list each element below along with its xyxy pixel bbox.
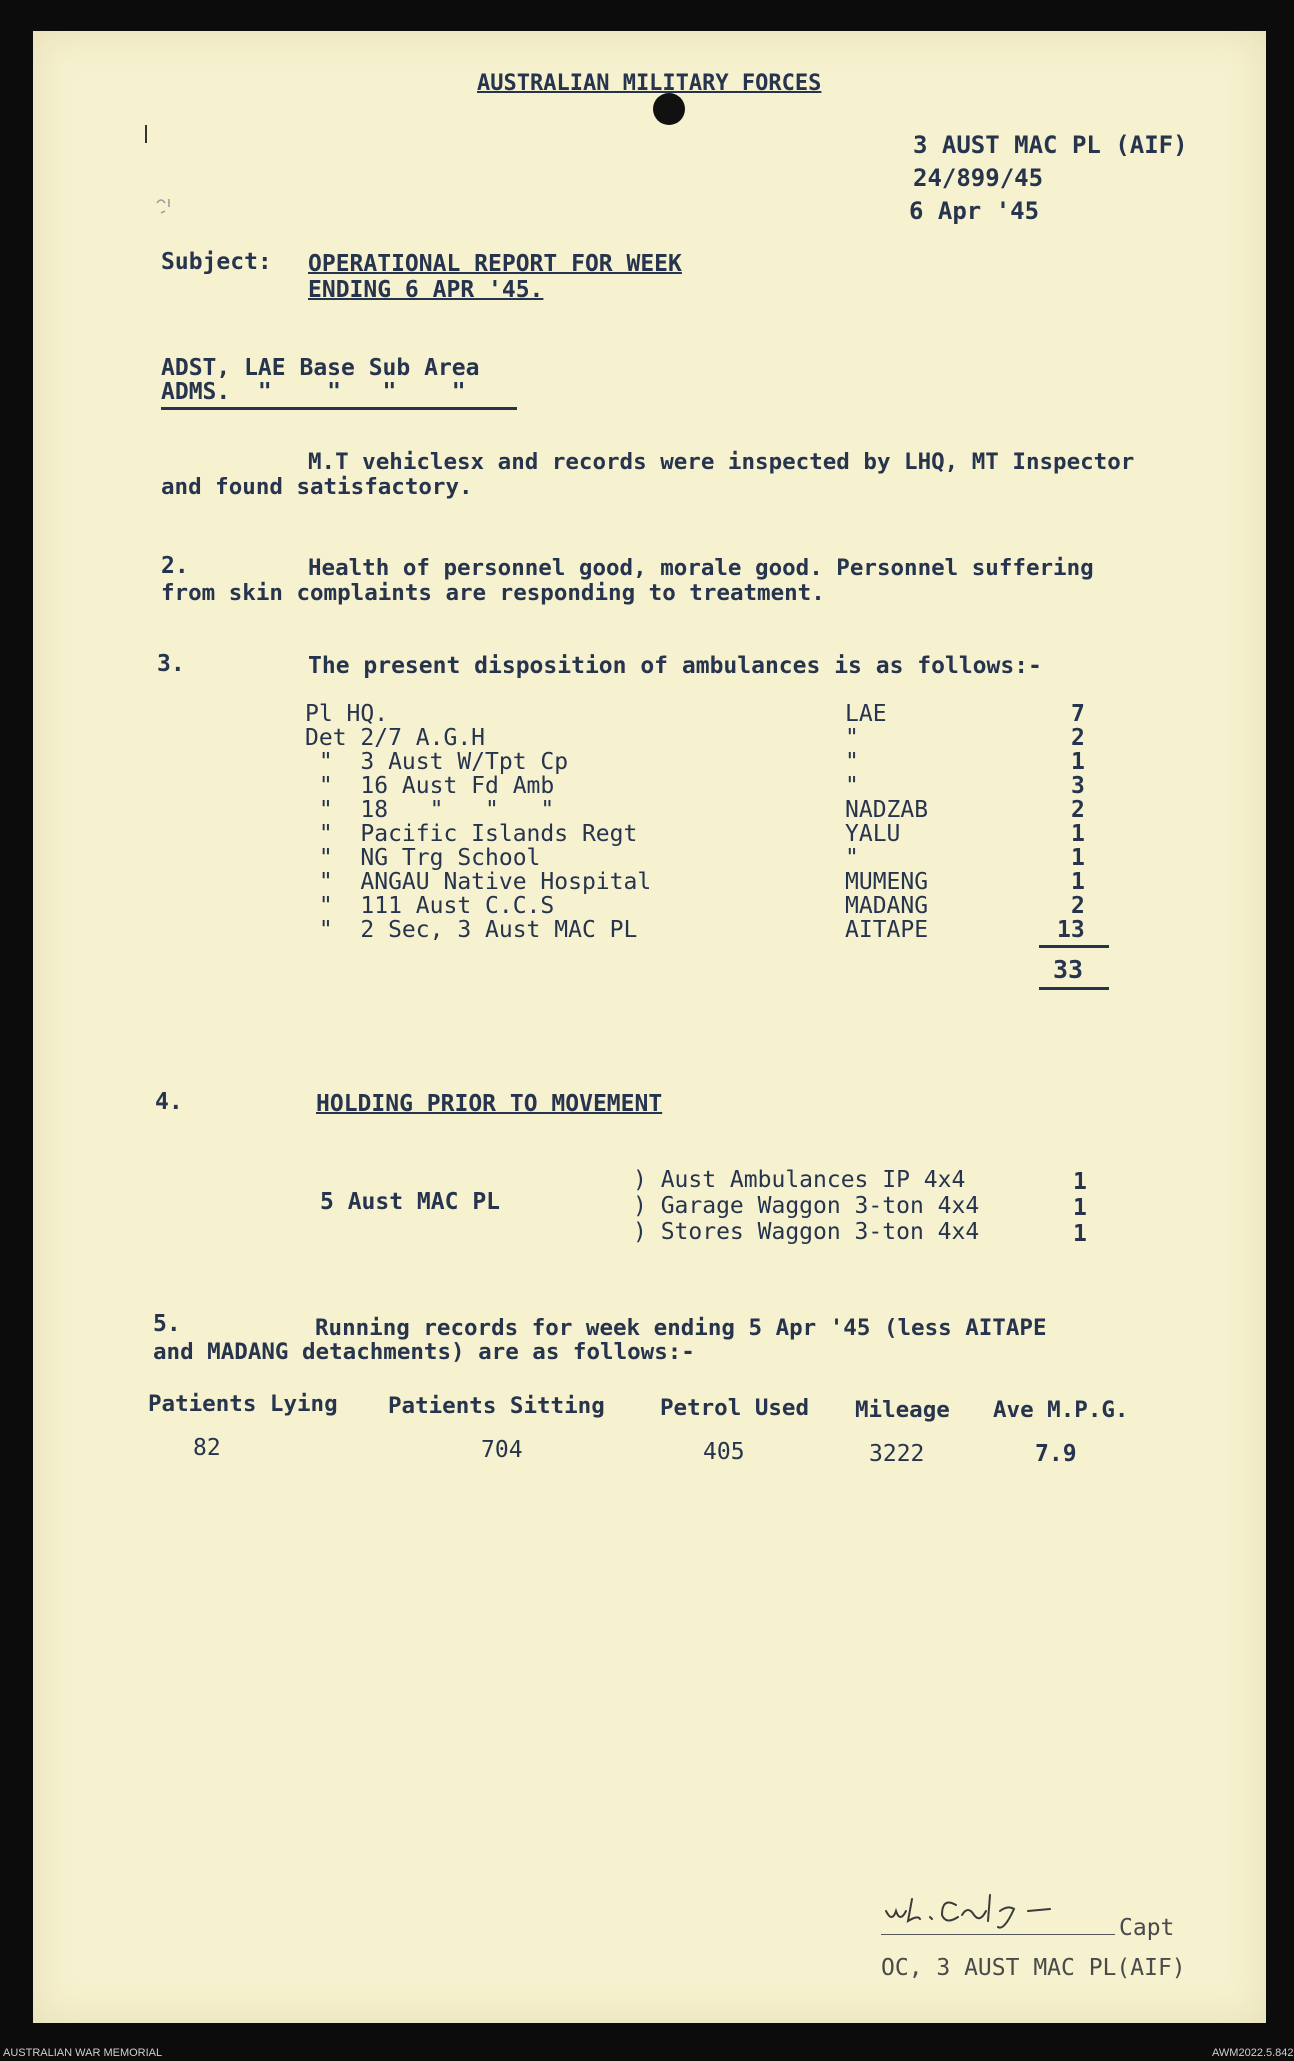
disposition-count: 2 [1071,725,1085,751]
records-header: Patients Lying [148,1391,338,1417]
disposition-unit: " NG Trg School [305,845,541,871]
para4-number: 4. [155,1089,183,1115]
para2-line-2: from skin complaints are responding to treatment. [161,580,825,606]
disposition-location: " [845,749,859,775]
disposition-location: AITAPE [845,917,929,943]
para4-heading: HOLDING PRIOR TO MOVEMENT [316,1091,663,1117]
para1-line-1: M.T vehiclesx and records were inspected by LHQ, MT Inspector [308,449,1135,475]
subject-line-2: ENDING 6 APR '45. [308,277,544,303]
addressee-line-1: ADST, LAE Base Sub Area [161,355,480,381]
records-header: Mileage [855,1397,950,1423]
para2-number: 2. [161,553,189,579]
disposition-unit: " 18 " " " [305,797,555,823]
records-value: 3222 [869,1441,925,1467]
punch-hole [653,93,685,125]
disposition-count: 1 [1071,845,1085,871]
holding-item-desc: ) Aust Ambulances IP 4x4 [633,1167,966,1193]
subject-line-1: OPERATIONAL REPORT FOR WEEK [308,251,682,277]
disposition-location: " [845,773,859,799]
document-page [33,31,1266,2023]
disposition-unit: " 3 Aust W/Tpt Cp [305,749,569,775]
records-value: 82 [193,1435,221,1461]
disposition-unit: Pl HQ. [305,701,389,727]
disposition-location: LAE [845,701,887,727]
disposition-count: 2 [1071,893,1085,919]
disposition-unit: " ANGAU Native Hospital [305,869,652,895]
footer-right: AWM2022.5.842 [1212,2047,1294,2059]
para5-line-2: and MADANG detachments) are as follows:- [153,1339,695,1365]
margin-marks [143,95,183,225]
para5-number: 5. [153,1311,181,1337]
disposition-count: 1 [1071,749,1085,775]
document-date: 6 Apr '45 [909,197,1040,225]
disposition-unit: " 2 Sec, 3 Aust MAC PL [305,917,638,943]
signature-scrawl [878,1881,1138,1941]
disposition-count: 2 [1071,797,1085,823]
footer-left: AUSTRALIAN WAR MEMORIAL [3,2047,163,2059]
disposition-count: 7 [1071,701,1085,727]
disposition-unit: " Pacific Islands Regt [305,821,638,847]
disposition-unit: " 111 Aust C.C.S [305,893,555,919]
para2-line-1: Health of personnel good, morale good. Personnel suffering [308,555,1094,581]
records-value: 7.9 [1035,1441,1077,1467]
records-value: 405 [703,1439,745,1465]
records-header: Petrol Used [660,1395,810,1421]
disposition-count: 1 [1071,821,1085,847]
disposition-location: YALU [845,821,901,847]
total-rule-bottom [1039,987,1109,990]
signature-rank: Capt [1119,1915,1175,1941]
subject-label: Subject: [161,249,272,275]
disposition-location: MADANG [845,893,929,919]
holding-item-desc: ) Garage Waggon 3-ton 4x4 [633,1193,980,1219]
file-reference: 24/899/45 [913,164,1044,192]
holding-item-qty: 1 [1073,1169,1087,1195]
holding-item-desc: ) Stores Waggon 3-ton 4x4 [633,1219,980,1245]
holding-item-qty: 1 [1073,1195,1087,1221]
holding-unit: 5 Aust MAC PL [320,1189,501,1215]
disposition-location: NADZAB [845,797,929,823]
holding-item-qty: 1 [1073,1221,1087,1247]
disposition-count: 1 [1071,869,1085,895]
disposition-total: 33 [1053,955,1084,984]
disposition-location: " [845,725,859,751]
total-rule-top [1039,945,1109,948]
disposition-unit: " 16 Aust Fd Amb [305,773,555,799]
letterhead: AUSTRALIAN MILITARY FORCES [477,71,822,96]
para1-line-2: and found satisfactory. [161,474,473,500]
para5-line-1: Running records for week ending 5 Apr '45 (less AITAPE [315,1315,1047,1341]
disposition-count: 3 [1071,773,1085,799]
addressee-underline [161,407,517,410]
para3-intro: The present disposition of ambulances is as follows:- [308,653,1042,679]
disposition-unit: Det 2/7 A.G.H [305,725,486,751]
disposition-count: 13 [1057,917,1085,943]
disposition-location: MUMENG [845,869,929,895]
disposition-location: " [845,845,859,871]
records-header: Ave M.P.G. [993,1397,1129,1423]
para3-number: 3. [157,651,185,677]
unit-designation: 3 AUST MAC PL (AIF) [913,131,1188,159]
records-header: Patients Sitting [388,1393,605,1419]
records-value: 704 [481,1437,523,1463]
signature-title: OC, 3 AUST MAC PL(AIF) [881,1955,1186,1981]
addressee-line-2: ADMS. " " " " [161,379,466,405]
signature-line [881,1934,1115,1935]
